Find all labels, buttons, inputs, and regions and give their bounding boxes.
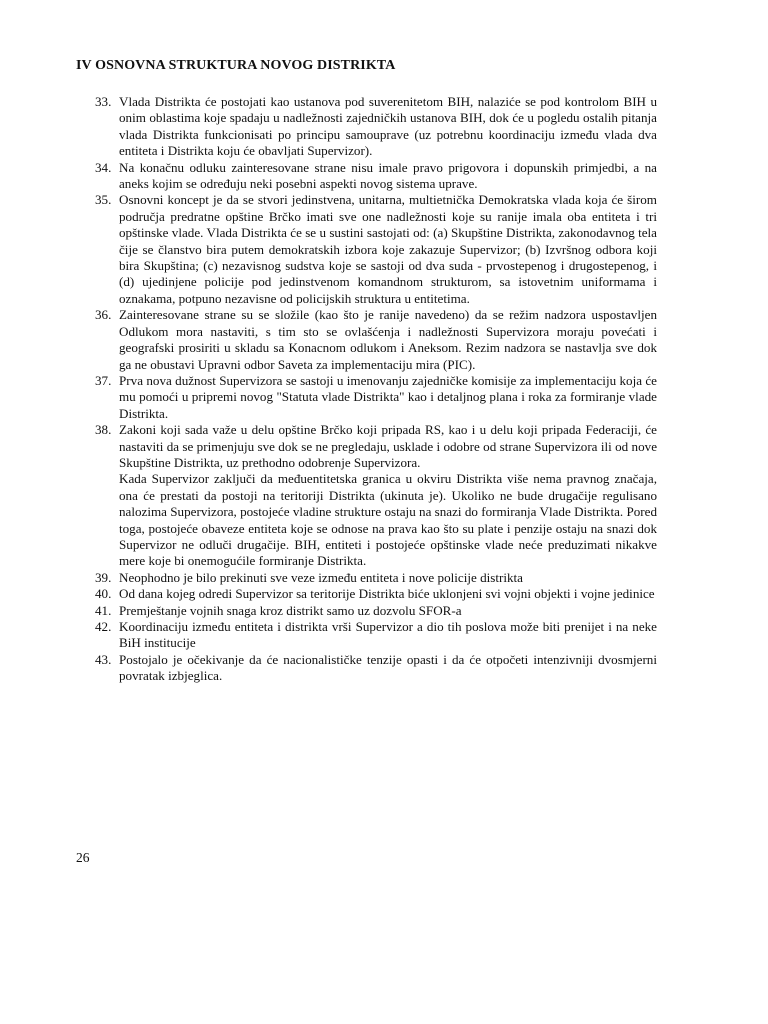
item-number: 42. — [95, 619, 112, 634]
item-text: Na konačnu odluku zainteresovane strane nisu imale pravo prigovora i dopunskih primjedbi, a na aneks kojim se određuju neki posebni aspekti novog sistema uprave. — [119, 159, 657, 192]
list-item — [0, 422, 657, 570]
item-text: Zainteresovane strane su se složile (kao što je ranije navedeno) da se režim nadzora uspostavljen Odlukom mora nastaviti, s tim sto se ovlašćenja i nadležnosti Supervizora moraju povećati i geografski prosiriti u skladu sa Konacnom odlukom i Aneksom. Rezim nadzora se nastavlja sve dok ga ne obustavi Upravni odbor Saveta za implementaciju mira (PIC). — [119, 307, 657, 372]
item-text: Zakoni koji sada važe u delu opštine Brčko koji pripada RS, kao i u delu koji pripada Federaciji, će nastaviti da se primenjuju sve dok se ne pregledaju, usklade i odobre od strane Supervizora ili od nove Skupštine Distrikta, uz prethodno odobrenje Supervizora. — [119, 422, 657, 470]
list-item — [0, 619, 657, 652]
item-number: 37. — [95, 372, 112, 388]
item-number: 33. — [95, 94, 112, 109]
section-heading: IV OSNOVNA STRUKTURA NOVOG DISTRIKTA — [76, 58, 396, 73]
item-number: 43. — [95, 651, 112, 667]
list-item — [0, 94, 657, 160]
numbered-list — [0, 94, 768, 685]
item-text: Osnovni koncept je da se stvori jedinstvena, unitarna, multietnička Demokratska vlada koja će širom područja predratne opštine Brčko imati sve one nadležnosti koje su ranije imala oba entiteta i tri opštinske vlade. Vlada Distrikta će se u sustini sastojati od: (a) Skupštine Distrikta, zakonodavnog tela čije se članstvo bira putem demokratskih izbora koje zakazuje Supervizor; (b) Izvršnog odbora koji bira Skupština; (c) nezavisnog sudstva koje se sastoji od dva suda - prvostepenog i drugostepenog, i (d) ujedinjene policije pod jedinstvenom komandnom strukturom, sa istovetnim uniformama i oznakama, potpuno nezavisne od policijskih struktura u entitetima. — [119, 192, 657, 306]
item-text: Koordinaciju između entiteta i distrikta vrši Supervizor a dio tih poslova može biti prenijet i na neke BiH institucije — [119, 619, 657, 651]
item-text: Neophodno je bilo prekinuti sve veze između entiteta i nove policije distrikta — [119, 569, 523, 585]
list-item — [0, 192, 657, 307]
page-number: 26 — [76, 850, 90, 865]
list-item — [0, 652, 657, 685]
item-text: Premještanje vojnih snaga kroz distrikt samo uz dozvolu SFOR-a — [119, 602, 462, 618]
item-number: 34. — [95, 159, 112, 175]
item-number: 41. — [95, 602, 112, 618]
item-number: 38. — [95, 422, 112, 438]
list-item — [0, 603, 657, 619]
item-number: 39. — [95, 569, 112, 585]
item-text: Vlada Distrikta će postojati kao ustanova pod suverenitetom BIH, nalaziće se pod kontrolom BIH u onim oblastima koje spadaju u nadležnosti zajedničkih ustanova BIH, dok će u pogledu ostalih pitanja vlada Distrikta funkcionisati po principu samouprave (uz potrebnu koordinaciju između vlada dva entiteta i Distrikta koju će obavljati Supervizor). — [119, 94, 657, 159]
item-text: Prva nova dužnost Supervizora se sastoji u imenovanju zajedničke komisije za implementaciju koja će mu pomoći u pripremi novog "Statuta vlade Distrikta" kao i detaljnog plana i roka za formiranje vlade Distrikta. — [119, 372, 657, 421]
list-item — [0, 373, 657, 422]
item-number: 40. — [95, 586, 112, 602]
list-item — [0, 307, 657, 373]
list-item — [0, 570, 657, 586]
item-number: 36. — [95, 307, 112, 323]
item-text: Postojalo je očekivanje da će nacionalističke tenzije opasti i da će otpočeti intenzivniji dvosmjerni povratak izbjeglica. — [119, 651, 657, 684]
item-number: 35. — [95, 192, 112, 208]
list-item — [0, 160, 657, 193]
item-text: Od dana kojeg odredi Supervizor sa teritorije Distrikta biće uklonjeni svi vojni objekti i vojne jedinice — [119, 586, 655, 602]
list-item — [0, 586, 657, 602]
item-text-continuation: Kada Supervizor zaključi da međuentitetska granica u okviru Distrikta više nema pravnog značaja, ona će prestati da postoji na teritoriji Distrikta (ukinuta je). Ukoliko ne bude drugačije regulisano nalozima Supervizora, postojeće vladine strukture ostaju na snazi do formiranja Vlade Distrikta. Pored toga, postojeće obaveze entiteta koje se odnose na prava kao što su plate i penzije ostaju na snazi dok Supervizor ne odluči drugačije. BIH, entiteti i postojeće opštinske vlade neće preduzimati nikakve mere koje bi onemogućile formiranje Distrikta. — [119, 471, 657, 569]
